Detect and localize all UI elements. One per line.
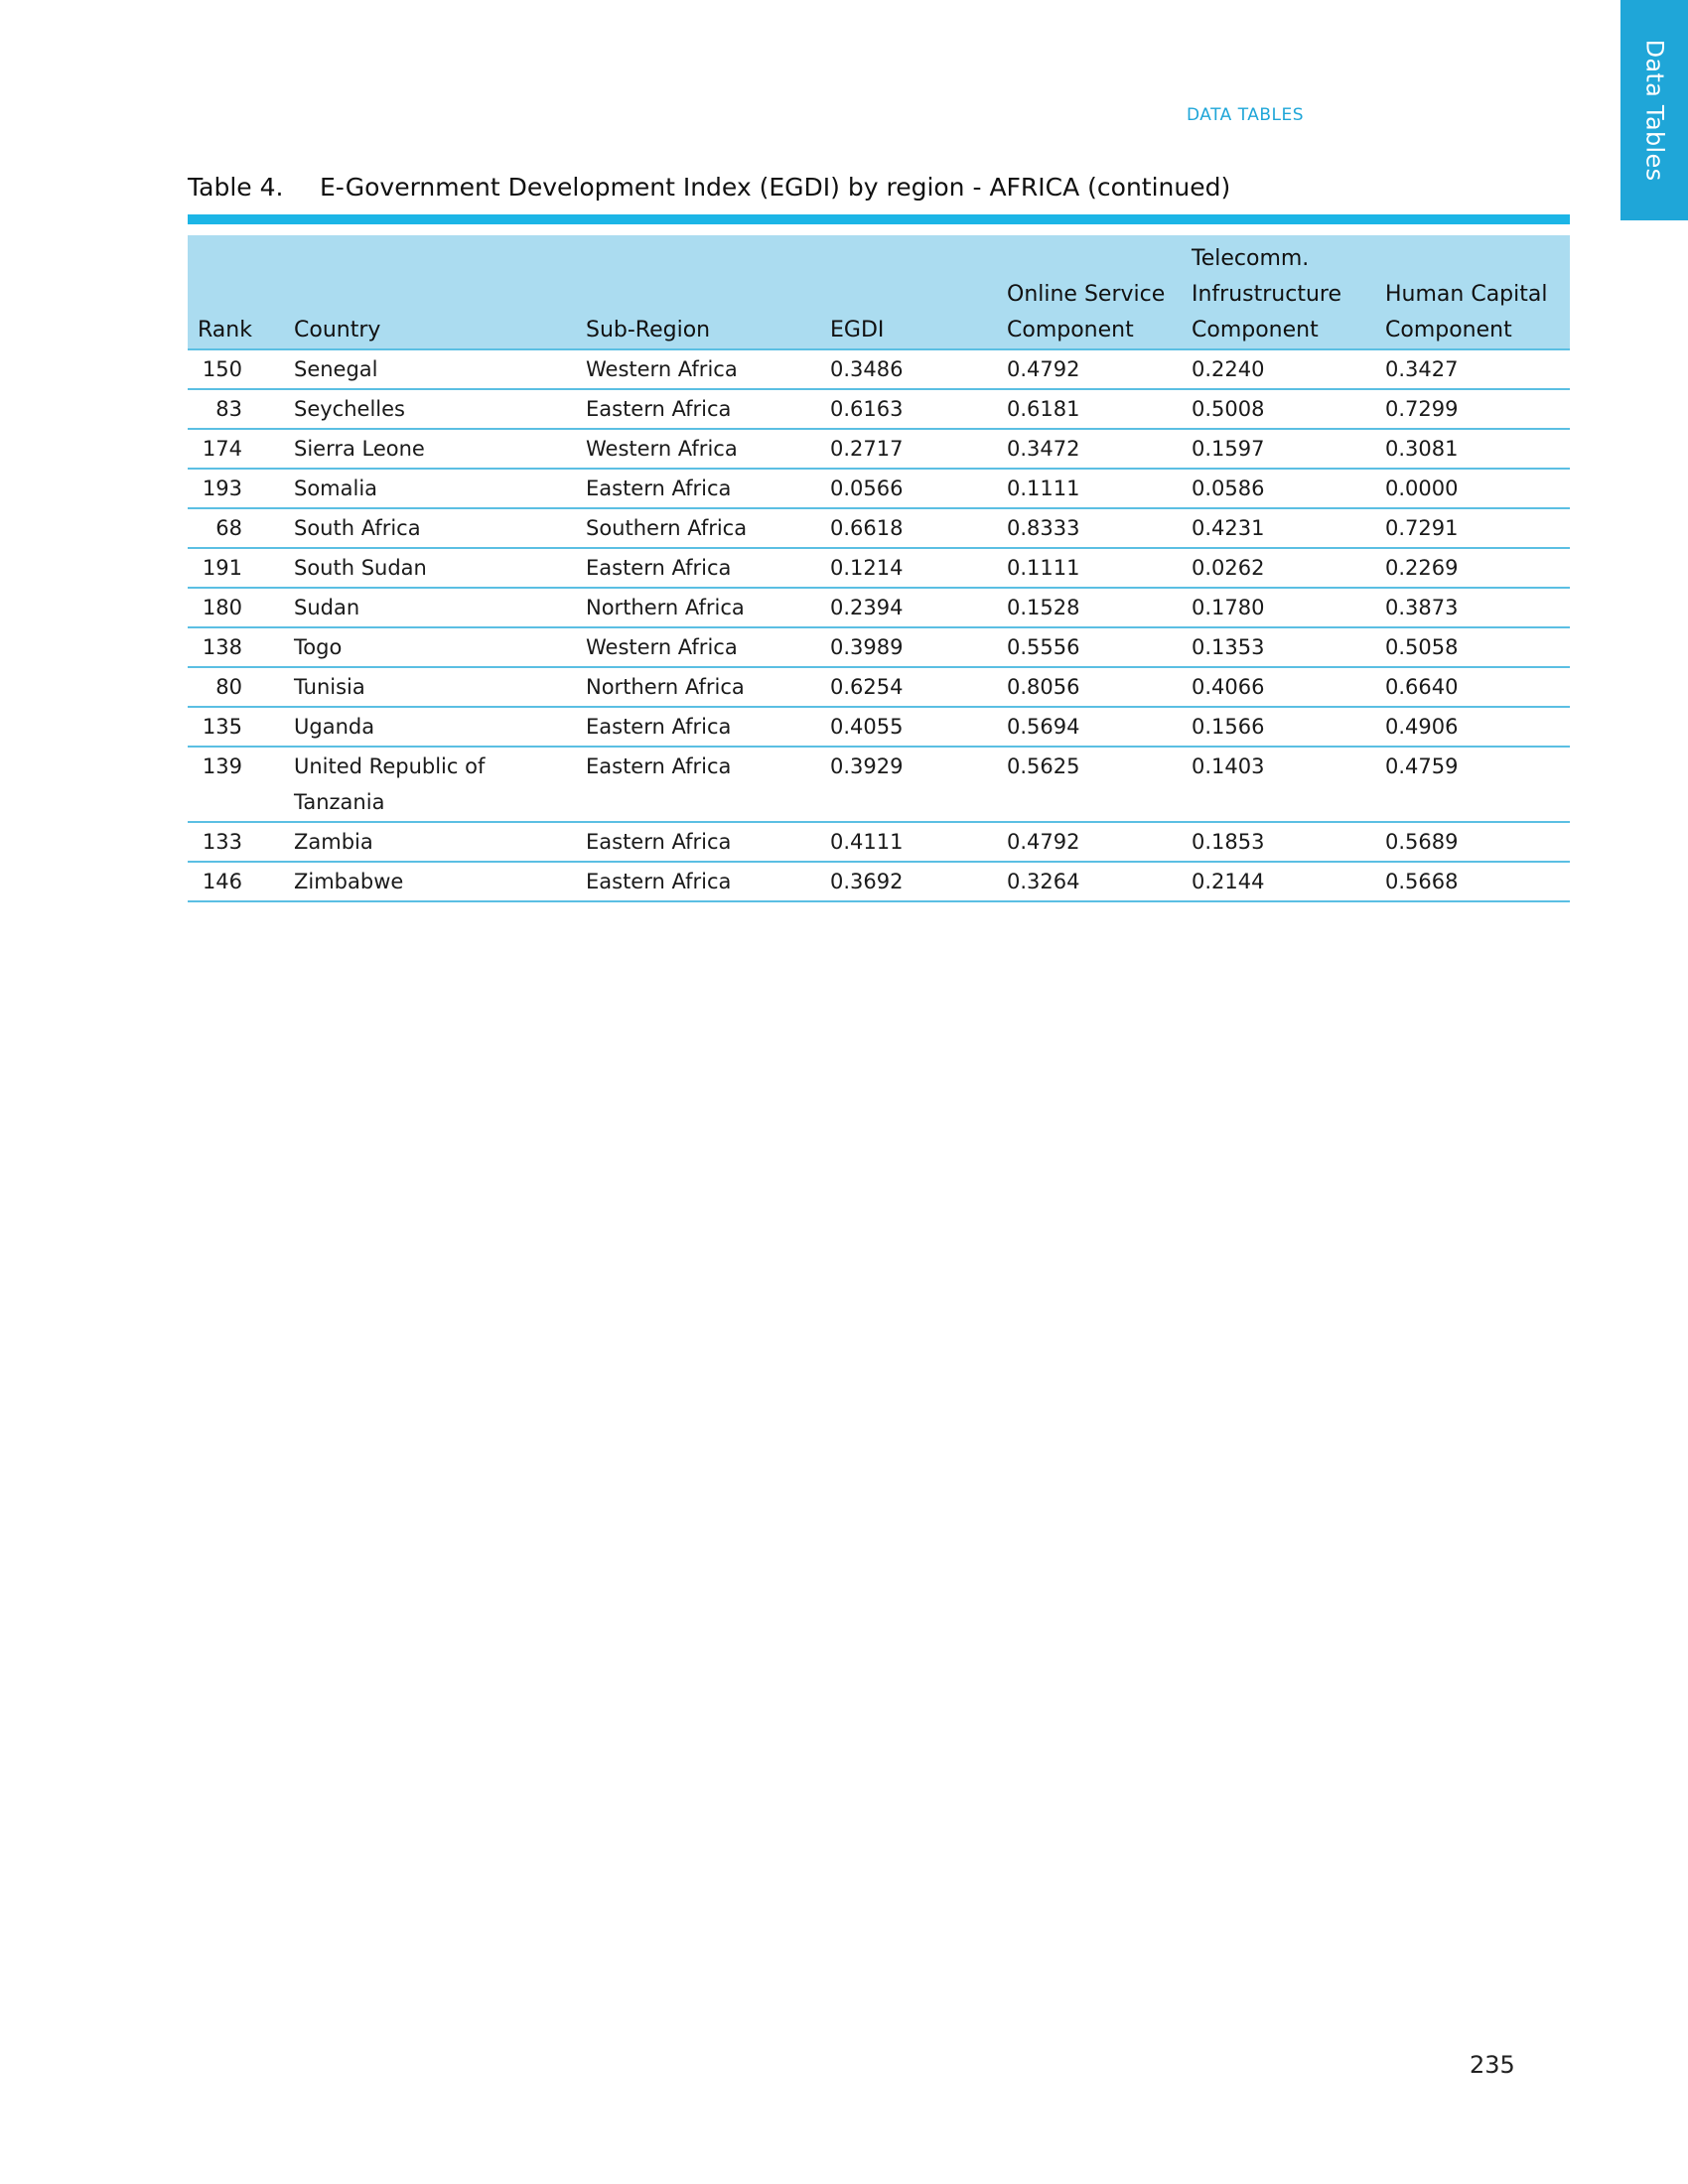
table-row xyxy=(188,508,1570,548)
cell-online-service: 0.3472 xyxy=(1007,429,1192,469)
cell-sub-region: Eastern Africa xyxy=(586,822,830,862)
cell-online-service: 0.1111 xyxy=(1007,469,1192,508)
cell-human-capital: 0.5689 xyxy=(1385,822,1570,862)
col-header-line: Telecomm. xyxy=(1192,246,1310,271)
table-row xyxy=(188,627,1570,667)
cell-online-service: 0.6181 xyxy=(1007,389,1192,429)
cell-online-service: 0.1528 xyxy=(1007,588,1192,627)
cell-rank: 146 xyxy=(188,862,294,901)
table-row xyxy=(188,548,1570,588)
cell-rank: 135 xyxy=(188,707,294,747)
cell-online-service: 0.1111 xyxy=(1007,548,1192,588)
cell-country: Seychelles xyxy=(294,389,586,429)
cell-online-service: 0.5556 xyxy=(1007,627,1192,667)
cell-human-capital: 0.2269 xyxy=(1385,548,1570,588)
table-row xyxy=(188,349,1570,389)
cell-rank: 138 xyxy=(188,627,294,667)
cell-human-capital: 0.3081 xyxy=(1385,429,1570,469)
cell-egdi: 0.6163 xyxy=(830,389,1007,429)
cell-telecomm: 0.1403 xyxy=(1192,747,1385,822)
section-label: DATA TABLES xyxy=(1187,105,1305,125)
cell-egdi: 0.3929 xyxy=(830,747,1007,822)
table-row xyxy=(188,747,1570,822)
col-header-line: Sub-Region xyxy=(586,318,711,342)
cell-rank: 83 xyxy=(188,389,294,429)
cell-sub-region: Southern Africa xyxy=(586,508,830,548)
table-number: Table 4. xyxy=(188,173,284,202)
cell-egdi: 0.6254 xyxy=(830,667,1007,707)
col-header-online-service xyxy=(1007,235,1192,349)
cell-sub-region: Eastern Africa xyxy=(586,747,830,822)
cell-sub-region: Northern Africa xyxy=(586,667,830,707)
cell-sub-region: Eastern Africa xyxy=(586,862,830,901)
cell-telecomm: 0.2240 xyxy=(1192,349,1385,389)
cell-human-capital: 0.6640 xyxy=(1385,667,1570,707)
col-header-line: Component xyxy=(1385,318,1512,342)
cell-telecomm: 0.1597 xyxy=(1192,429,1385,469)
cell-human-capital: 0.3427 xyxy=(1385,349,1570,389)
cell-online-service: 0.5694 xyxy=(1007,707,1192,747)
cell-egdi: 0.6618 xyxy=(830,508,1007,548)
col-header-egdi xyxy=(830,235,1007,349)
cell-online-service: 0.8333 xyxy=(1007,508,1192,548)
side-tab-label: Data Tables xyxy=(1640,39,1668,182)
cell-country: United Republic of Tanzania xyxy=(294,747,586,822)
table-row xyxy=(188,469,1570,508)
cell-telecomm: 0.0262 xyxy=(1192,548,1385,588)
table-body xyxy=(188,349,1570,901)
col-header-sub-region xyxy=(586,235,830,349)
cell-country: Sudan xyxy=(294,588,586,627)
cell-egdi: 0.2717 xyxy=(830,429,1007,469)
col-header-line: Human Capital xyxy=(1385,282,1548,307)
cell-egdi: 0.1214 xyxy=(830,548,1007,588)
cell-rank: 180 xyxy=(188,588,294,627)
cell-country: Tunisia xyxy=(294,667,586,707)
table-row xyxy=(188,822,1570,862)
cell-human-capital: 0.7291 xyxy=(1385,508,1570,548)
cell-human-capital: 0.7299 xyxy=(1385,389,1570,429)
col-header-country xyxy=(294,235,586,349)
cell-sub-region: Eastern Africa xyxy=(586,707,830,747)
col-header-line: Component xyxy=(1192,318,1319,342)
cell-country: Senegal xyxy=(294,349,586,389)
cell-rank: 191 xyxy=(188,548,294,588)
table-row xyxy=(188,389,1570,429)
cell-rank: 150 xyxy=(188,349,294,389)
cell-country: Sierra Leone xyxy=(294,429,586,469)
cell-rank: 139 xyxy=(188,747,294,822)
table-title xyxy=(188,173,1230,202)
cell-telecomm: 0.0586 xyxy=(1192,469,1385,508)
cell-telecomm: 0.2144 xyxy=(1192,862,1385,901)
cell-rank: 133 xyxy=(188,822,294,862)
cell-rank: 80 xyxy=(188,667,294,707)
cell-egdi: 0.3486 xyxy=(830,349,1007,389)
cell-telecomm: 0.4231 xyxy=(1192,508,1385,548)
cell-telecomm: 0.4066 xyxy=(1192,667,1385,707)
cell-human-capital: 0.5668 xyxy=(1385,862,1570,901)
col-header-human-capital xyxy=(1385,235,1570,349)
col-header-rank xyxy=(188,235,294,349)
cell-telecomm: 0.1566 xyxy=(1192,707,1385,747)
cell-rank: 193 xyxy=(188,469,294,508)
table-row xyxy=(188,588,1570,627)
cell-country: South Africa xyxy=(294,508,586,548)
col-header-line: Rank xyxy=(198,318,252,342)
table-row xyxy=(188,707,1570,747)
cell-human-capital: 0.4759 xyxy=(1385,747,1570,822)
cell-online-service: 0.4792 xyxy=(1007,349,1192,389)
cell-country: Zambia xyxy=(294,822,586,862)
col-header-line: Online Service xyxy=(1007,282,1166,307)
cell-egdi: 0.3989 xyxy=(830,627,1007,667)
cell-sub-region: Northern Africa xyxy=(586,588,830,627)
col-header-line: Component xyxy=(1007,318,1134,342)
cell-country: Togo xyxy=(294,627,586,667)
cell-rank: 68 xyxy=(188,508,294,548)
cell-sub-region: Western Africa xyxy=(586,429,830,469)
cell-sub-region: Eastern Africa xyxy=(586,389,830,429)
egdi-table xyxy=(188,235,1570,902)
col-header-line: Infrustructure xyxy=(1192,282,1342,307)
cell-sub-region: Western Africa xyxy=(586,349,830,389)
cell-online-service: 0.5625 xyxy=(1007,747,1192,822)
col-header-line: EGDI xyxy=(830,318,885,342)
table-row xyxy=(188,862,1570,901)
cell-country: Somalia xyxy=(294,469,586,508)
cell-human-capital: 0.0000 xyxy=(1385,469,1570,508)
cell-telecomm: 0.1780 xyxy=(1192,588,1385,627)
cell-rank: 174 xyxy=(188,429,294,469)
table-row xyxy=(188,667,1570,707)
side-tab xyxy=(1620,0,1688,220)
page-number: 235 xyxy=(1470,2051,1515,2079)
table-title-text: E-Government Development Index (EGDI) by region - AFRICA (continued) xyxy=(320,173,1231,202)
cell-human-capital: 0.4906 xyxy=(1385,707,1570,747)
cell-human-capital: 0.5058 xyxy=(1385,627,1570,667)
cell-telecomm: 0.1853 xyxy=(1192,822,1385,862)
cell-online-service: 0.3264 xyxy=(1007,862,1192,901)
cell-egdi: 0.2394 xyxy=(830,588,1007,627)
cell-country: South Sudan xyxy=(294,548,586,588)
table-header-row xyxy=(188,235,1570,349)
cell-telecomm: 0.1353 xyxy=(1192,627,1385,667)
title-rule xyxy=(188,214,1570,224)
cell-telecomm: 0.5008 xyxy=(1192,389,1385,429)
table-row xyxy=(188,429,1570,469)
cell-country: Uganda xyxy=(294,707,586,747)
cell-egdi: 0.4111 xyxy=(830,822,1007,862)
cell-egdi: 0.0566 xyxy=(830,469,1007,508)
cell-human-capital: 0.3873 xyxy=(1385,588,1570,627)
cell-egdi: 0.3692 xyxy=(830,862,1007,901)
cell-sub-region: Eastern Africa xyxy=(586,548,830,588)
cell-online-service: 0.4792 xyxy=(1007,822,1192,862)
cell-country: Zimbabwe xyxy=(294,862,586,901)
cell-online-service: 0.8056 xyxy=(1007,667,1192,707)
col-header-telecomm-infrastructure xyxy=(1192,235,1385,349)
col-header-line: Country xyxy=(294,318,381,342)
cell-sub-region: Eastern Africa xyxy=(586,469,830,508)
cell-sub-region: Western Africa xyxy=(586,627,830,667)
cell-egdi: 0.4055 xyxy=(830,707,1007,747)
